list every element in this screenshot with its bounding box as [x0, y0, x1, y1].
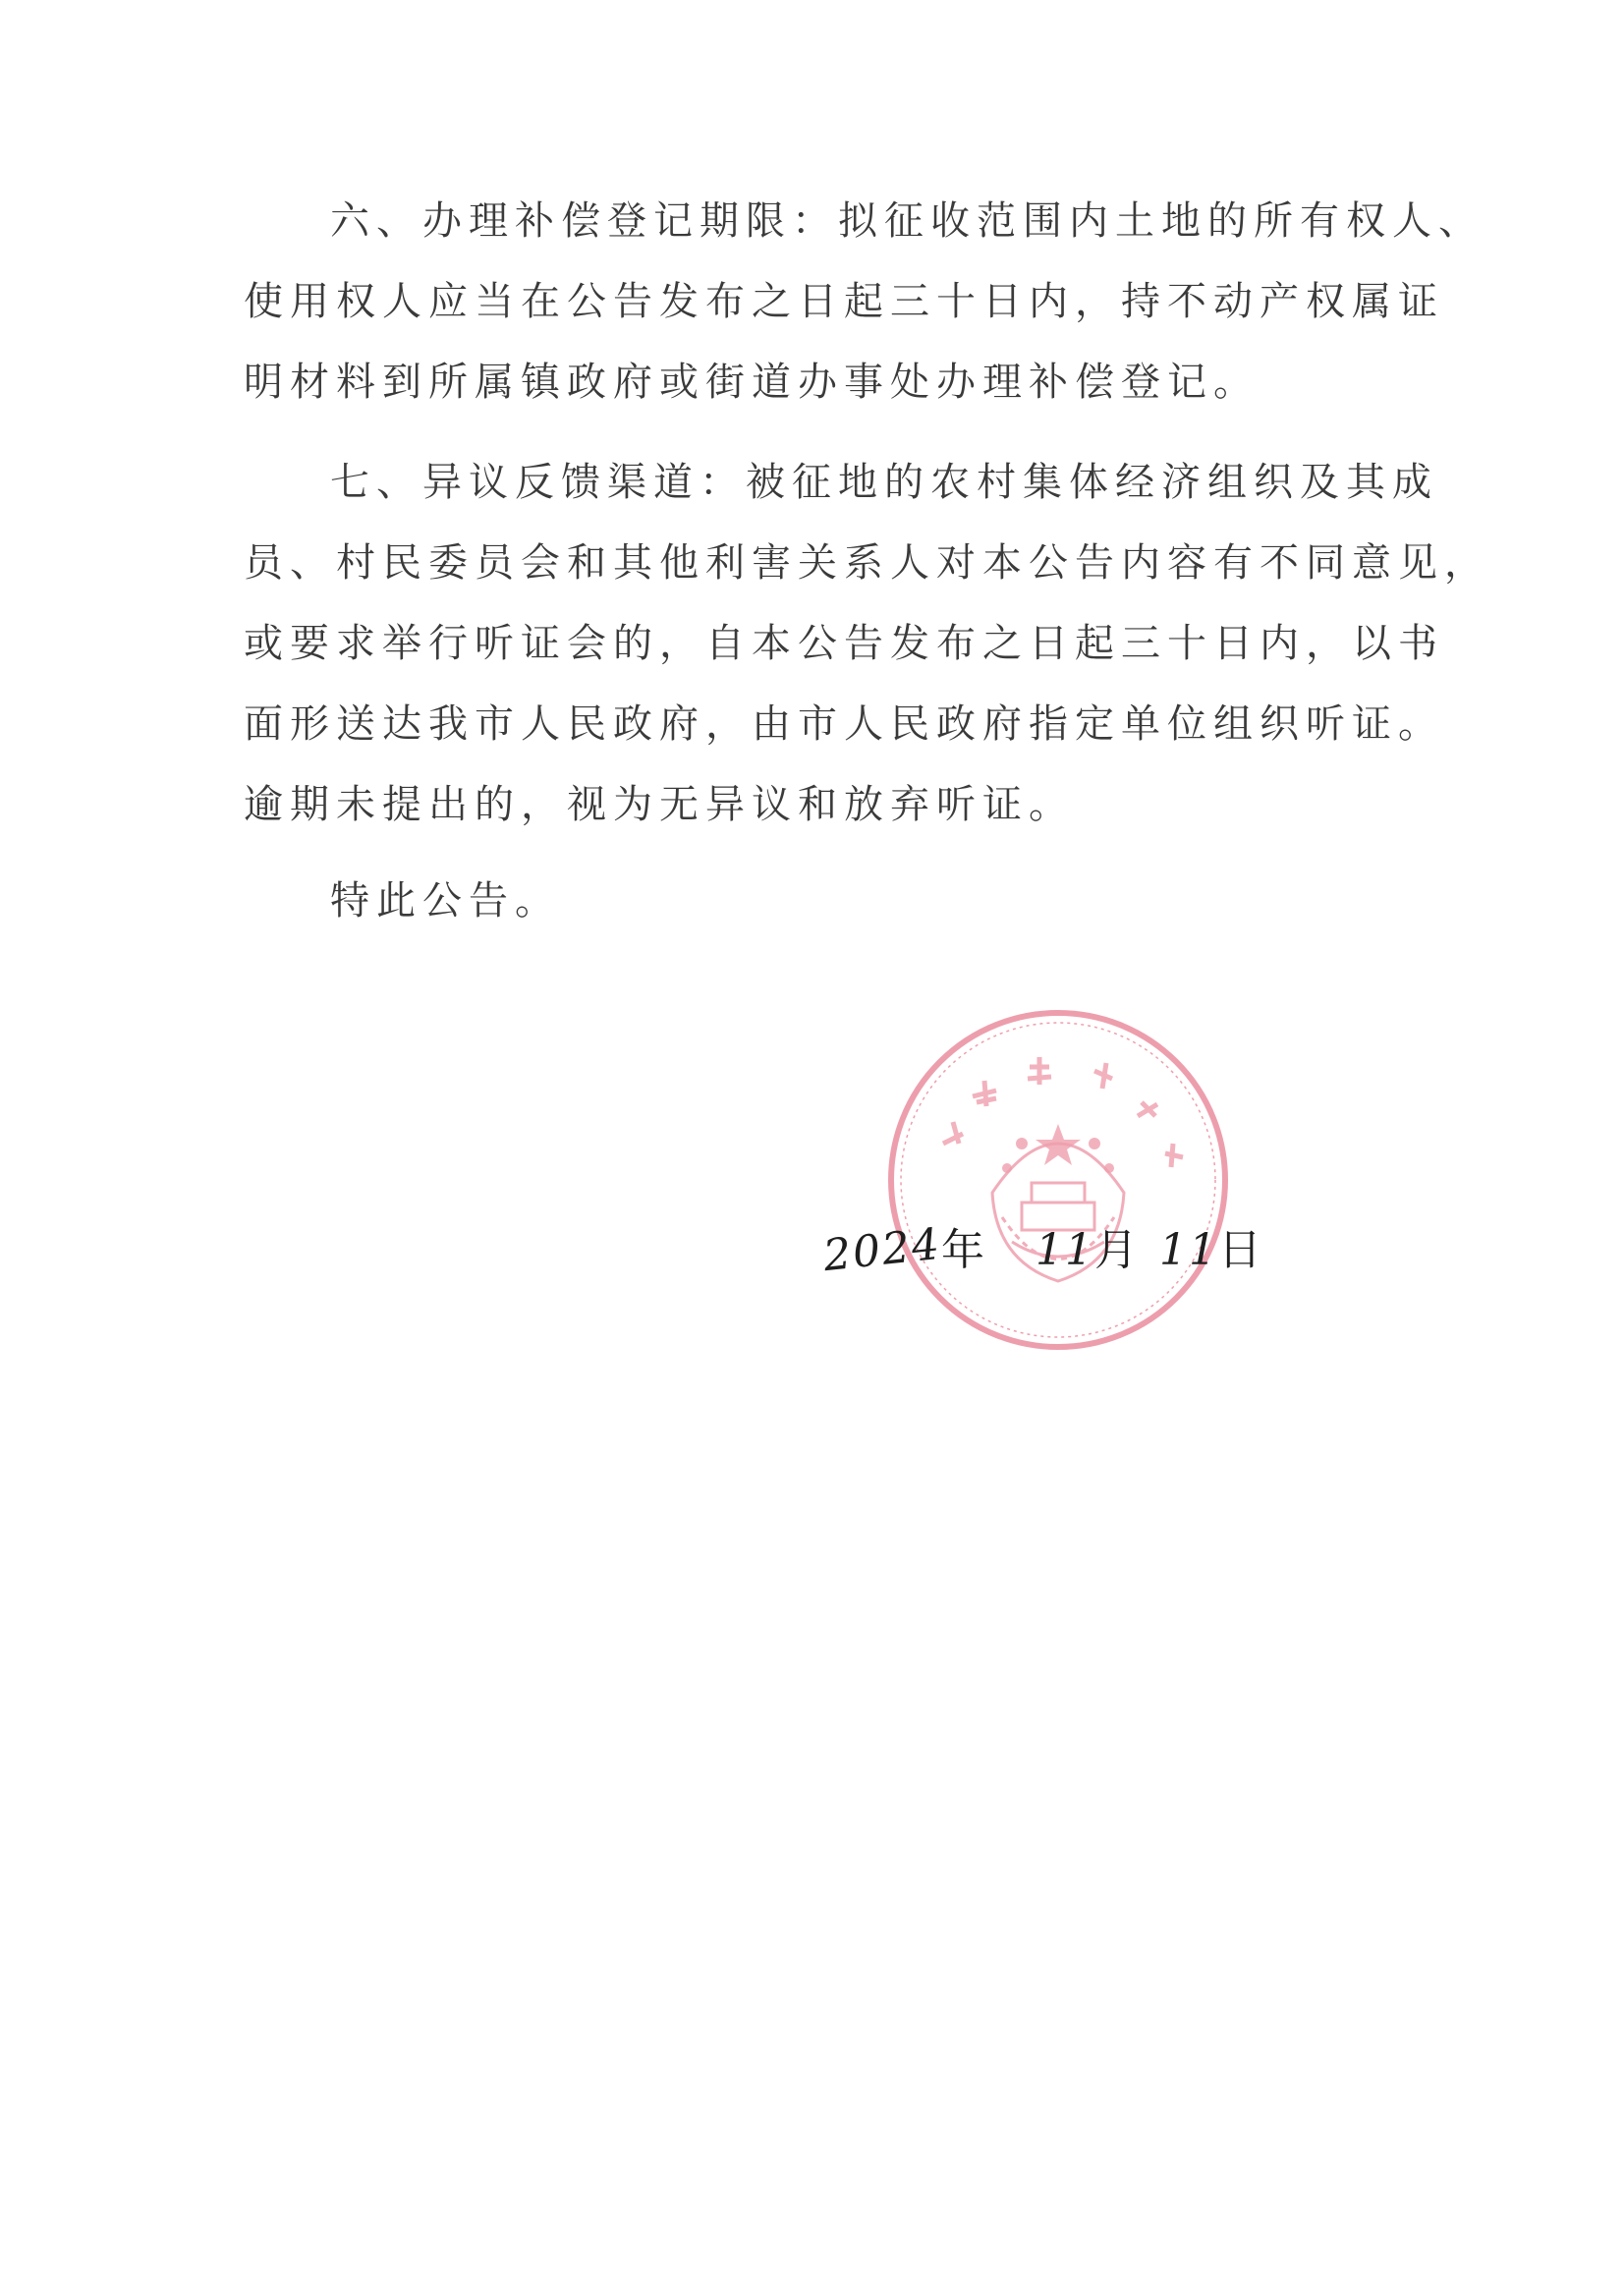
signature-day-unit: 日: [1217, 1225, 1263, 1275]
section-seven-paragraph: [244, 442, 1490, 845]
section-six-line-1: 六、办理补偿登记期限：拟征收范围内土地的所有权人、: [330, 198, 1484, 244]
signature-year: 2024: [820, 1218, 944, 1282]
section-seven-line-2: 员、村民委员会和其他利害关系人对本公告内容有不同意见，: [244, 540, 1490, 586]
signature-year-unit: 年: [940, 1225, 986, 1275]
closing-text: 特此公告。: [330, 878, 561, 924]
section-six-line-3: 明材料到所属镇政府或街道办事处办理补偿登记。: [244, 360, 1260, 405]
signature-day: 11: [1158, 1225, 1218, 1275]
closing-paragraph: [244, 861, 1383, 941]
signature-month-unit: 月: [1093, 1225, 1140, 1275]
section-six-line-2: 使用权人应当在公告发布之日起三十日内，持不动产权属证: [244, 279, 1444, 324]
section-seven-line-4: 面形送达我市人民政府，由市人民政府指定单位组织听证。: [244, 701, 1444, 747]
signature-date: [820, 1214, 1263, 1282]
section-seven-line-5: 逾期未提出的，视为无异议和放弃听证。: [244, 782, 1075, 827]
section-seven-line-1: 七、异议反馈渠道：被征地的农村集体经济组织及其成: [330, 460, 1438, 505]
section-seven-line-3: 或要求举行听证会的，自本公告发布之日起三十日内，以书: [244, 621, 1444, 666]
section-six-paragraph: [244, 181, 1484, 422]
official-seal-icon: [884, 1006, 1232, 1354]
signature-month: 11: [1035, 1225, 1094, 1275]
